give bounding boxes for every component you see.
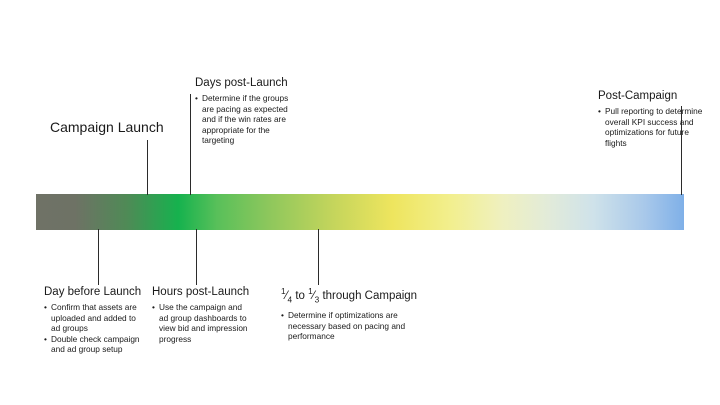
- node-post-campaign: [598, 89, 704, 148]
- node-quarter-third-through-campaign: [281, 285, 421, 342]
- node-bullets-hours-post-launch: [152, 302, 252, 344]
- leader-line-quarter-third: [318, 229, 319, 285]
- node-title-days-post-launch: Days post-Launch: [195, 77, 288, 89]
- node-bullets-quarter-third: [281, 310, 421, 342]
- bullet-item: • Determine if the groups are pacing as expected and if the win rates are appropriate for the targeting: [195, 93, 299, 146]
- node-title-campaign-launch: Campaign Launch: [50, 119, 164, 135]
- campaign-timeline-gradient-bar: [36, 194, 684, 230]
- node-hours-post-launch: [152, 285, 252, 344]
- fraction-one-quarter: $^1⁄_4$: [281, 287, 293, 305]
- bullet-item: • Double check campaign and ad group setup: [44, 334, 144, 355]
- node-campaign-launch: [50, 119, 210, 139]
- leader-line-days-post-launch: [190, 94, 191, 195]
- node-days-post-launch: [195, 76, 299, 146]
- node-title-quarter-third: [281, 285, 421, 307]
- node-bullets-day-before-launch: [44, 302, 144, 355]
- bullet-item: • Determine if optimizations are necessary based on pacing and performance: [281, 310, 421, 342]
- bullet-item: • Confirm that assets are uploaded and added to ad groups: [44, 302, 144, 334]
- bullet-item: • Use the campaign and ad group dashboards to view bid and impression progress: [152, 302, 252, 344]
- node-bullets-days-post-launch: [195, 93, 299, 146]
- node-title-hours-post-launch: Hours post-Launch: [152, 286, 250, 298]
- fraction-one-third: $^1⁄_3$: [308, 287, 320, 305]
- node-title-post-campaign: Post-Campaign: [598, 90, 678, 102]
- node-title-quarter-third-middle: to: [292, 289, 309, 302]
- node-day-before-launch: [44, 285, 144, 355]
- node-title-quarter-third-suffix: through Campaign: [319, 289, 418, 302]
- bullet-item: • Pull reporting to determine overall KPI success and optimizations for future flights: [598, 106, 704, 148]
- node-bullets-post-campaign: [598, 106, 704, 148]
- leader-line-hours-post-launch: [196, 229, 197, 285]
- leader-line-campaign-launch: [147, 140, 148, 195]
- leader-line-day-before-launch: [98, 229, 99, 285]
- node-title-day-before-launch: Day before Launch: [44, 286, 142, 298]
